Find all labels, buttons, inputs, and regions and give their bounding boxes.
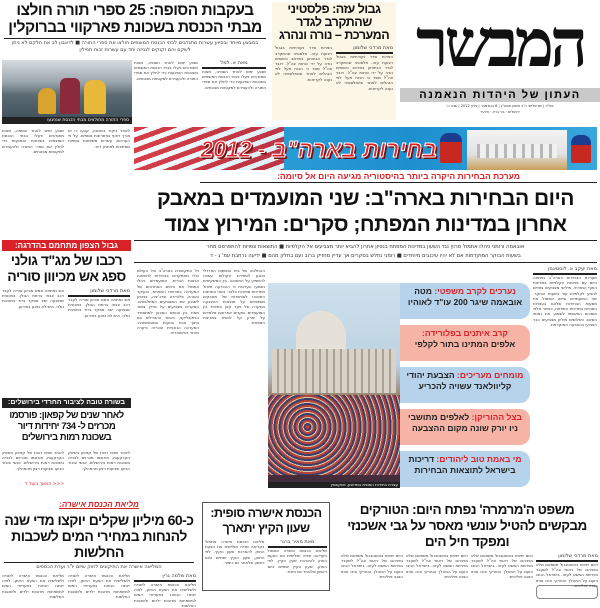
main-headline-1[interactable]: היום הבחירות בארה"ב: שני המועמדים במאבק: [156, 187, 574, 210]
photo-caption: ספרי התורה מחולצים מבתי הכנסת שנפגעו: [2, 117, 132, 124]
article-body-cont-2: מליאת הכנסת אישרה לשנייה ולשלישית את הצעת החוק, לפיה יינתנו הנחות בתעריפי המים למשפחות מרובות ילדים ולשכבות החלשות.: [2, 573, 64, 599]
water-headline[interactable]: כ-60 מיליון שקלים יוקצו מדי שנה להנחות במחירי המים לשכבות החלשות: [4, 512, 194, 560]
sidebar-kicker: נערכים לקרב משפטי:: [434, 286, 516, 296]
article-body: מערכת הבחירות בארה"ב נפתחה היום עם פתיחת הקלפיות במדינות החוף המזרחי. מיליוני מצביעים צפויים להגיע לקלפיות עוד בשעות הבוקר. שני המועמדים סיימו אתמול את מסעות הבחירות שלהם בעצרות המוניות במדינות המפתח, כאשר אלפי תומכים התאספו לשמוע את נאומי הסיום. כשלושים מיליון מצביעים כבר הצביעו בהצבעה המוקדמת.: [533, 275, 597, 327]
sidebar-item[interactable]: [400, 367, 530, 403]
crowd: [268, 395, 400, 475]
water-subhead: המליאה אישרה את התיקונים לחוק שיזם יו"ר ועדת הכספים: [36, 564, 162, 570]
main-article-col-right: [533, 266, 597, 486]
daylight-headline[interactable]: הכנסת אישרה סופית: שעון הקיץ יתארך: [210, 506, 322, 535]
banner-title: בחירות בארה"ב - 2012: [200, 136, 437, 162]
article-body: אש נפתחה אמש מכיוון סוריה לעבר רכב צבאי ברמת הגולן. במכונית שנפגעה ישב מפקד גדוד בחטיבת גולני. איש לא נפגע באירוע.: [68, 297, 130, 318]
gop-elephant-icon: [440, 133, 462, 163]
sidebar-kicker: קרב איתנים בפלורידה:: [422, 328, 508, 338]
torah-article-cont-2: לאחר ביקור בשכונה, קבעו כי יש צורך דחוף בפתרונות נוספים. על פי הערכות, עשרות משפחות נוספות ממתינות לפתרון דיור.: [68, 128, 130, 149]
story-marmara[interactable]: [334, 502, 600, 591]
article-body: היום ייפתח באיסטנבול משפטם שלא בפניהם של ראשי צה"ל לשעבר בפרשת המשט לעזה. בישראל הגיבו בזעם על המהלך הטורקי וכינו אותו הצגה פוליטית.: [536, 562, 598, 588]
byline: מאת א. למל: [202, 60, 266, 69]
byline: מאת מרדכי שלומון: [536, 553, 598, 562]
byline: מאת יעקב א. לוסטיגמן: [533, 266, 597, 275]
sidebar-item[interactable]: [400, 409, 530, 445]
byline: מאת מרדכי שלומון: [336, 45, 393, 54]
sidebar-item[interactable]: [400, 451, 530, 487]
sidebar-item[interactable]: [400, 283, 530, 319]
sidebar-text: דריכות בישראל לתוצאות הבחירות: [408, 454, 516, 475]
marmara-headline[interactable]: משפט ה'מרמרה' נפתח היום: הטורקים מבקשים להטיל עונשי מאסר על גבי אשכנזי ומפקד חיל הים: [347, 502, 587, 549]
continued-link[interactable]: <<< המשך בעמ' ד: [24, 482, 64, 487]
capitol-building: [272, 349, 396, 393]
ramot-article: לאחר שנים רבות של קפאון בשיווק הקרקעות, פורסמו מכרזים לבנייה בשכונת רמות בירושלים. אנשי ציבור הביעו שביעות רצון מהמהלך.: [68, 450, 130, 471]
headline[interactable]: גבול עזה: פלסטיני שהתקרב לגדר המערכת – נורה ונהרג: [278, 2, 390, 43]
sidebar-text: מטה אובאמה שיגר 200 עו"ד לאוהיו: [407, 286, 523, 307]
subhead: במבצע מיוחד ובסיוע עשרות מתנדבים לבתי הכנסת המוצפים חולצו את ספרי התורה ■ לדאבון לב את חלקם לא ניתן לשקם והם זקוקים לגניזה יחד עם עשרות זכות תפילין: [11, 40, 259, 53]
main-article-col-2: ההחלטה של בית המשפט הפדרלי בנוגע לספירת הקולות עשויה להשפיע על התוצאה. בין המשקיפים נשמעו הערכות כי ההכרעה תיפול במדינות ספורות בלבד. בשני המחנות התכוננו לאפשרות של מאבקים משפטיים על תוצאות ההצבעה במקרה של פער קטן במיוחד בין המועמדים. סקרים אחרונים מלמדים על יתרון קל לנשיא במדינות המפתח.: [203, 268, 265, 326]
divider: [134, 240, 597, 241]
masthead-tagline: העתון של היהדות הנאמנה: [400, 88, 600, 102]
election-banner[interactable]: [134, 127, 597, 170]
water-kicker: מליאת הכנסת אישרה:: [59, 500, 139, 509]
masthead-dateline-2: ירושלים · בני ברק · אלעד: [480, 110, 520, 114]
article-body: מליאת הכנסת אישרה אתמול בקריאה שנייה ושלישית את הצעת החוק להארכת שעון הקיץ. לפי החוק, שעון הקיץ יסתיים ביום ראשון שלאחר יום כיפור.: [267, 548, 327, 574]
main-headline-2[interactable]: אחרון במדינות המפתח; סקרים: המירוץ צמוד: [164, 213, 567, 236]
figure-vest: [84, 80, 106, 114]
byline: מאת מרדכי שלומון: [68, 288, 130, 297]
divider: [4, 38, 266, 39]
sidebar-item[interactable]: [400, 325, 530, 361]
capitol-dome: [296, 311, 346, 351]
ramot-headline[interactable]: לאחר שנים של קפאון: פורסמו מכרזים ל- 734 יחידות דיור בשכונת רמות בירושלים: [9, 410, 124, 443]
story-daylight[interactable]: [202, 502, 330, 591]
main-subhead-2: בשעות הבוקר המוקדמות אם לא יהיו עיכובים מיוחדים ■ רומני נחלש בסקרים אך עדיין מחזיק ברוב ועם בחלק מהם ■ ידיעה נרחבת עמ' ג - ד: [210, 253, 521, 259]
sidebar-kicker: מומחים מעריכים:: [457, 370, 524, 380]
figure-vest-2: [38, 88, 56, 114]
ramot-kicker: בשורה טובה לציבור החרדי בירושלים:: [2, 398, 131, 408]
sidebar-text: לאלפים מתושבי ניו יורק שונה מקום ההצבעה: [408, 412, 518, 433]
main-article-col-1: כל התקשורת בארה"ב וכל העולם כולו מתמקדים בבחירות לנשיאות ארצות הברית. המועמדים ניהלו אתמול את הימים האחרונים של המערכה במדינות המפתח, ובעיקר באוהיו, פלורידה ווירג'יניה, בניסיון לשכנע את המצביעים המתלבטים. הסקרים מצביעים על מרוץ צמוד מאוד בין הנשיא המכהן למתמודד הרפובליקני, כאשר ההבדלים הם בתוך טווח הטעות הסטטיסטית. המערכה הנוכחית הוכרזה כיקרה ביותר בהיסטוריה.: [137, 268, 199, 336]
sidebar-text: הצבעת יהודי קליוולאנד עשויה להכריע: [406, 370, 512, 391]
masthead-dateline: בס"ד | יום שלישי כ"ב חשוון תשע"ג | 6 בנובמבר | גליון 2012 | שנה ה': [446, 104, 554, 108]
headline[interactable]: בעקבות הסופה: 25 ספרי תורה חולצו מבתי הכנסת בשכונת פארקווי בברוקלין: [8, 2, 262, 36]
photo-torah: [2, 60, 132, 124]
photo-capitol-rally: [268, 283, 400, 488]
white-house-image: [467, 130, 567, 170]
golani-headline[interactable]: רכבו של מג"ד גולני ספג אש מכיוון סוריה: [7, 252, 126, 284]
story-water[interactable]: [0, 500, 198, 608]
golani-kicker: גבול הצפון מתחמם בהדרגה:: [2, 240, 131, 251]
election-kicker: מערכת הבחירות היקרה ביותר בהיסטוריה מגיעה היום אל סיומה:: [200, 171, 597, 183]
article-body: מליאת הכנסת אישרה לשנייה ולשלישית את הצעת החוק, לפיה יינתנו הנחות בתעריפי המים למשפחות מרובות ילדים ולשכבות החלשות.: [134, 582, 196, 608]
article-body: שבוע ימים לאחר הסופה, מאות מתנדבים פעלו בבתי הכנסת המוצפים בשכונות הנפגעות כדי לחלץ את ספרי התורה ולהעבירם למקומות מבטחים.: [202, 69, 266, 90]
sidebar-text: אלפים המתינו בתור לקלפי: [414, 339, 516, 349]
golani-article: [68, 288, 130, 393]
sidebar-kicker: מי באמת טוב ליהודים:: [436, 454, 522, 464]
divider: [134, 262, 597, 263]
article-body-cont: היום ייפתח באיסטנבול משפטם שלא בפניהם של ראשי צה"ל לשעבר בפרשת המשט לעזה. בישראל הגיבו בזעם על המהלך הטורקי וכינו אותו הצגה פוליטית.: [471, 553, 533, 579]
masthead: [400, 0, 600, 125]
story-torah[interactable]: [0, 0, 270, 125]
masthead-logo: המבשר: [415, 4, 585, 82]
story-gaza[interactable]: [272, 2, 396, 120]
figure-scroll: [60, 78, 80, 114]
dem-donkey-icon: [571, 135, 591, 163]
article-body-cont: שבוע ימים לאחר הסופה, מאות מתנדבים פעלו בבתי הכנסת המוצפים בשכונות הנפגעות כדי לחלץ את ספרי התורה ולהעבירם למקומות מבטחים.: [134, 60, 198, 81]
torah-article-cont: שבוע ימים לאחר הסופה, מאות מתנדבים פעלו בבתי הכנסת המוצפים בשכונות הנפגעות כדי לחלץ את ספרי התורה ולהעבירם למקומות מבטחים.: [2, 128, 64, 154]
byline: מאת שלמה גרין: [134, 573, 196, 582]
article-body-cont: מליאת הכנסת אישרה לשנייה ולשלישית את הצעת החוק, לפיה יינתנו הנחות בתעריפי המים למשפחות מרובות ילדים ולשכבות החלשות.: [68, 573, 130, 599]
main-subhead-1: אובאמה ורומני ניהלו אתמול מרוץ נגד השעון במדינות המפתח בנסיון אחרון להביא יותר מצביעים אל הקלפיות ■ התוצאות צפויות להתפרסם מחר: [206, 244, 525, 250]
main-sidebar: [400, 283, 530, 488]
ramot-article-cont: לאחר שנים רבות של קפאון בשיווק הקרקעות, פורסמו מכרזים לבנייה בשכונת רמות בירושלים. אנשי ציבור הביעו שביעות רצון מהמהלך.: [2, 450, 64, 471]
article-body-cont: מליאת הכנסת אישרה אתמול בקריאה שנייה ושלישית את הצעת החוק להארכת שעון הקיץ. לפי החוק, שעון הקיץ יסתיים ביום ראשון שלאחר יום כיפור.: [205, 539, 265, 565]
byline: מאת מאיר ברנר: [268, 539, 328, 548]
divider: [4, 562, 194, 563]
article-body-cont-3: היום ייפתח באיסטנבול משפטם שלא בפניהם של ראשי צה"ל לשעבר בפרשת המשט לעזה. בישראל הגיבו בזעם על המהלך הטורקי וכינו אותו הצגה פוליטית.: [341, 553, 403, 579]
article-body: הפרות סדר נקודתיות בגבול רצועת עזה. פלסטיני שהתקרב לגדר הביטחון במרחב כיסופים נורה על ידי כוחות צה"ל. דובר צה"ל מסר כי הכוח פעל לפי הנהלים לאחר שהפלסטיני לא נענה לקריאות.: [336, 54, 393, 91]
sidebar-kicker: בצל ההוריקן:: [471, 412, 522, 422]
article-body-cont: הפרות סדר נקודתיות בגבול רצועת עזה. פלסטיני שהתקרב לגדר הביטחון במרחב כיסופים נורה על ידי כוחות צה"ל. דובר צה"ל מסר כי הכוח פעל לפי הנהלים לאחר שהפלסטיני לא נענה לקריאות.: [275, 45, 332, 82]
article-body-cont-2: היום ייפתח באיסטנבול משפטם שלא בפניהם של ראשי צה"ל לשעבר בפרשת המשט לעזה. בישראל הגיבו בזעם על המהלך הטורקי וכינו אותו הצגה פוליטית.: [406, 553, 468, 579]
photo-caption: עצרת בחירות המונית במדיסון, ויסקונסין: [268, 482, 400, 488]
golani-article-cont: אש נפתחה אמש מכיוון סוריה לעבר רכב צבאי ברמת הגולן. במכונית שנפגעה ישב מפקד גדוד בחטיבת גולני. איש לא נפגע באירוע.: [2, 288, 64, 309]
